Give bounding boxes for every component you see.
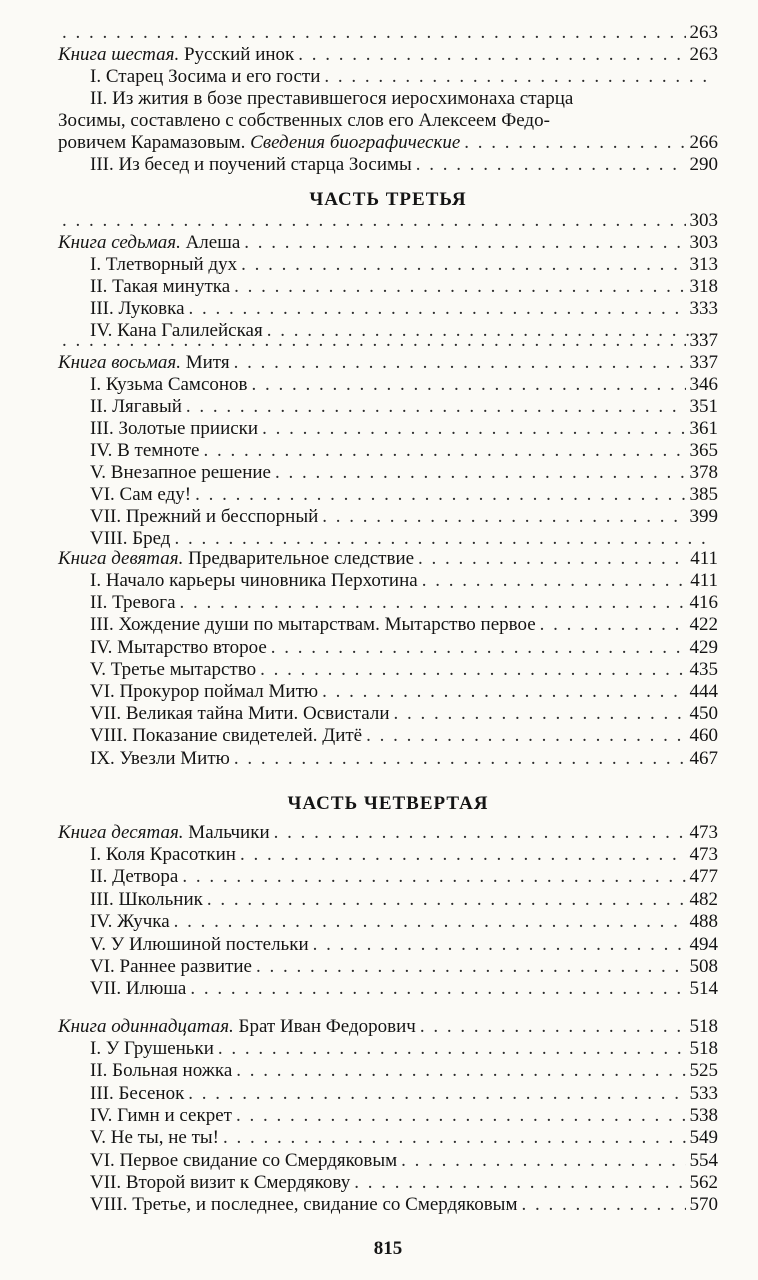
chapter-title-continued: Зосимы, составлено с собственных слов его Алексеем Федо- bbox=[58, 110, 550, 131]
toc-chapter bbox=[58, 1038, 718, 1060]
leader-dots bbox=[262, 418, 685, 440]
toc-chapter bbox=[58, 703, 718, 725]
page-number: 263 bbox=[689, 44, 718, 65]
page-number: 303 bbox=[689, 232, 718, 253]
page-number: 494 bbox=[689, 933, 718, 955]
leader-dots bbox=[240, 844, 686, 866]
toc-chapter-line bbox=[58, 110, 718, 132]
chapter-title: III. Школьник bbox=[90, 888, 203, 910]
chapter-title: V. Не ты, не ты! bbox=[90, 1127, 219, 1149]
page-number: 549 bbox=[689, 1127, 718, 1149]
toc-chapter bbox=[58, 1060, 718, 1082]
leader-dots bbox=[313, 934, 686, 956]
page-number: 429 bbox=[689, 636, 718, 658]
page-number: 467 bbox=[689, 747, 718, 769]
page-number: 365 bbox=[689, 440, 718, 461]
page-number: 266 bbox=[689, 132, 718, 153]
chapter-title: VI. Сам еду! bbox=[90, 484, 192, 505]
leader-dots bbox=[195, 484, 685, 506]
page-number: 351 bbox=[689, 396, 718, 417]
toc-book-11 bbox=[58, 1016, 718, 1038]
leader-dots bbox=[186, 396, 686, 418]
leader-dots bbox=[464, 132, 685, 154]
page-number: 435 bbox=[689, 658, 718, 680]
leader-dots bbox=[521, 1194, 685, 1216]
chapter-title: V. Внезапное решение bbox=[90, 462, 271, 483]
chapter-title: III. Бесенок bbox=[90, 1082, 185, 1104]
leader-dots bbox=[180, 592, 686, 614]
leader-dots bbox=[420, 1016, 686, 1038]
book-title: Книга одиннадцатая. bbox=[58, 1016, 234, 1037]
page-number: 290 bbox=[689, 154, 718, 175]
chapter-title: VI. Первое свидание со Смердяковым bbox=[90, 1149, 398, 1171]
page-number: 361 bbox=[689, 418, 718, 439]
toc-chapter bbox=[58, 614, 718, 636]
chapter-title: IV. В темноте bbox=[90, 440, 200, 461]
page-number: 422 bbox=[689, 614, 718, 636]
toc-book-7 bbox=[58, 232, 718, 254]
chapter-title: VII. Великая тайна Мити. Освистали bbox=[90, 703, 390, 725]
page-number: 518 bbox=[689, 1016, 718, 1037]
toc-chapter bbox=[58, 462, 718, 484]
toc-chapter bbox=[58, 1172, 718, 1194]
page-number: 337 bbox=[689, 330, 718, 351]
toc-chapter bbox=[58, 1105, 718, 1127]
chapter-title: II. Лягавый bbox=[90, 396, 182, 417]
leader-dots bbox=[274, 822, 686, 844]
chapter-title: IV. Гимн и секрет bbox=[90, 1104, 232, 1126]
toc-chapter bbox=[58, 1127, 718, 1149]
leader-dots bbox=[182, 866, 685, 888]
leader-dots bbox=[540, 614, 686, 636]
leader-dots bbox=[234, 748, 686, 770]
leader-dots bbox=[62, 330, 686, 352]
page-number: 538 bbox=[689, 1104, 718, 1126]
page-number: 533 bbox=[689, 1082, 718, 1104]
page-number: 518 bbox=[689, 1038, 718, 1059]
leader-dots bbox=[324, 66, 714, 88]
page-number: 444 bbox=[689, 681, 718, 702]
toc-chapter-line bbox=[58, 132, 718, 154]
page-number: 378 bbox=[689, 462, 718, 483]
leader-dots bbox=[223, 1127, 686, 1149]
chapter-title: I. Старец Зосима и его гости bbox=[90, 66, 321, 87]
toc-chapter bbox=[58, 911, 718, 933]
chapter-title: II. Тревога bbox=[90, 592, 176, 614]
page-number: 450 bbox=[689, 703, 718, 725]
toc-chapter bbox=[58, 889, 718, 911]
toc-chapter bbox=[58, 659, 718, 681]
toc-chapter bbox=[58, 934, 718, 956]
page-number: 508 bbox=[689, 956, 718, 977]
part-heading: ЧАСТЬ ЧЕТВЕРТАЯ bbox=[287, 793, 489, 814]
chapter-title: VIII. Третье, и последнее, свидание со Смердяковым bbox=[90, 1194, 518, 1216]
toc-chapter bbox=[58, 978, 718, 1000]
leader-dots bbox=[322, 681, 685, 703]
toc-chapter bbox=[58, 506, 718, 528]
leader-dots bbox=[275, 462, 686, 484]
chapter-title: VI. Раннее развитие bbox=[90, 956, 252, 977]
book-title: Книга девятая. bbox=[58, 548, 184, 569]
book-name: Алеша bbox=[180, 232, 241, 253]
toc-chapter bbox=[58, 254, 718, 276]
toc-chapter bbox=[58, 681, 718, 703]
leader-dots bbox=[236, 1060, 685, 1082]
chapter-title: III. Хождение души по мытарствам. Мытарство первое bbox=[90, 614, 536, 636]
page-number: 562 bbox=[689, 1171, 718, 1193]
toc-chapter bbox=[58, 418, 718, 440]
chapter-title: IX. Увезли Митю bbox=[90, 747, 230, 769]
toc-chapter bbox=[58, 1194, 718, 1216]
leader-dots bbox=[234, 352, 686, 374]
chapter-title: VII. Второй визит к Смердякову bbox=[90, 1171, 351, 1193]
chapter-title: VII. Илюша bbox=[90, 978, 187, 1000]
leader-dots bbox=[416, 154, 686, 176]
book-title: Книга шестая. bbox=[58, 44, 180, 65]
toc-chapter bbox=[58, 725, 718, 747]
toc-entry-continuation bbox=[58, 210, 718, 232]
book-name: Брат Иван Федорович bbox=[233, 1016, 416, 1037]
toc-chapter bbox=[58, 298, 718, 320]
chapter-title: III. Луковка bbox=[90, 298, 185, 319]
leader-dots bbox=[241, 254, 685, 276]
page-number: 554 bbox=[689, 1149, 718, 1171]
leader-dots bbox=[354, 1172, 685, 1194]
chapter-title: IV. Мытарство второе bbox=[90, 636, 267, 658]
page-number: 460 bbox=[689, 725, 718, 747]
chapter-title: I. Начало карьеры чиновника Перхотина bbox=[90, 570, 418, 591]
leader-dots bbox=[62, 210, 686, 232]
toc-chapter bbox=[58, 844, 718, 866]
chapter-title: V. У Илюшиной постельки bbox=[90, 933, 309, 955]
toc-chapter bbox=[58, 440, 718, 462]
toc-chapter bbox=[58, 66, 718, 88]
leader-dots bbox=[62, 22, 686, 44]
chapter-title: VI. Прокурор поймал Митю bbox=[90, 681, 319, 702]
page-number: 346 bbox=[689, 374, 718, 395]
page-number: 514 bbox=[689, 978, 718, 1000]
leader-dots bbox=[256, 956, 686, 978]
chapter-title: II. Детвора bbox=[90, 866, 179, 888]
toc-chapter bbox=[58, 637, 718, 659]
toc-chapter bbox=[58, 276, 718, 298]
page-number: 488 bbox=[689, 911, 718, 933]
chapter-title: II. Такая минутка bbox=[90, 276, 231, 297]
leader-dots bbox=[401, 1150, 685, 1172]
toc-chapter bbox=[58, 1083, 718, 1105]
toc-chapter bbox=[58, 866, 718, 888]
book-title: Книга восьмая. bbox=[58, 352, 181, 373]
toc-book-6 bbox=[58, 44, 718, 66]
page-number: 477 bbox=[689, 866, 718, 888]
chapter-title: I. Тлетворный дух bbox=[90, 254, 238, 275]
leader-dots bbox=[189, 298, 686, 320]
toc-book-9 bbox=[58, 548, 718, 570]
page-number: 303 bbox=[689, 210, 718, 231]
chapter-title: IV. Жучка bbox=[90, 911, 170, 933]
page-number: 318 bbox=[689, 276, 718, 297]
leader-dots bbox=[394, 703, 686, 725]
page-number: 473 bbox=[689, 844, 718, 865]
page-number: 337 bbox=[689, 352, 718, 373]
toc-chapter bbox=[58, 528, 718, 550]
chapter-title: VIII. Бред bbox=[90, 528, 171, 549]
book-name: Митя bbox=[181, 352, 230, 373]
chapter-title: V. Третье мытарство bbox=[90, 658, 257, 680]
toc-chapter bbox=[58, 396, 718, 418]
page-number: 399 bbox=[689, 506, 718, 527]
leader-dots bbox=[252, 374, 686, 396]
toc-chapter-line bbox=[58, 88, 718, 110]
toc-chapter bbox=[58, 154, 718, 176]
chapter-title: III. Золотые прииски bbox=[90, 418, 259, 439]
page-number: 482 bbox=[689, 888, 718, 910]
leader-dots bbox=[418, 548, 686, 570]
book-name: Мальчики bbox=[183, 822, 270, 843]
page-number: 313 bbox=[689, 254, 718, 275]
chapter-title-continued: ровичем Карамазовым. bbox=[58, 132, 251, 153]
page-number: 411 bbox=[690, 548, 718, 569]
leader-dots bbox=[218, 1038, 686, 1060]
toc-chapter bbox=[58, 592, 718, 614]
leader-dots bbox=[260, 659, 685, 681]
page-number: 411 bbox=[690, 570, 718, 591]
chapter-title: VII. Прежний и бесспорный bbox=[90, 506, 319, 527]
leader-dots bbox=[244, 232, 685, 254]
page-number: 263 bbox=[689, 22, 718, 43]
chapter-title: III. Из бесед и поучений старца Зосимы bbox=[90, 154, 412, 175]
page-number: 525 bbox=[689, 1060, 718, 1082]
toc-chapter bbox=[58, 1150, 718, 1172]
book-title: Книга седьмая. bbox=[58, 232, 181, 253]
chapter-title: I. У Грушеньки bbox=[90, 1038, 214, 1059]
leader-dots bbox=[322, 506, 685, 528]
page-number: 570 bbox=[689, 1194, 718, 1216]
page-number: 473 bbox=[689, 822, 718, 843]
toc-book-8 bbox=[58, 352, 718, 374]
toc-chapter bbox=[58, 748, 718, 770]
toc-chapter bbox=[58, 374, 718, 396]
toc-chapter bbox=[58, 570, 718, 592]
chapter-title: II. Из жития в бозе преставившегося иеросхимонаха старца bbox=[90, 88, 574, 109]
part-heading: ЧАСТЬ ТРЕТЬЯ bbox=[309, 189, 467, 210]
leader-dots bbox=[174, 911, 686, 933]
chapter-subtitle: Сведения биографические bbox=[250, 132, 461, 153]
leader-dots bbox=[234, 276, 685, 298]
leader-dots bbox=[203, 440, 685, 462]
leader-dots bbox=[271, 637, 686, 659]
book-name: Предварительное следствие bbox=[183, 548, 415, 569]
toc-chapter bbox=[58, 484, 718, 506]
chapter-title: IV. Кана Галилейская bbox=[90, 320, 263, 341]
toc-book-10 bbox=[58, 822, 718, 844]
page-number: 416 bbox=[689, 592, 718, 614]
chapter-title: I. Коля Красоткин bbox=[90, 844, 236, 865]
leader-dots bbox=[298, 44, 685, 66]
leader-dots bbox=[422, 570, 687, 592]
chapter-title: VIII. Показание свидетелей. Дитё bbox=[90, 725, 363, 747]
leader-dots bbox=[174, 528, 714, 550]
toc-chapter bbox=[58, 956, 718, 978]
toc-entry-continuation bbox=[58, 330, 718, 352]
leader-dots bbox=[366, 725, 685, 747]
page-number: 385 bbox=[689, 484, 718, 505]
leader-dots bbox=[188, 1083, 685, 1105]
leader-dots bbox=[236, 1105, 686, 1127]
chapter-title: I. Кузьма Самсонов bbox=[90, 374, 248, 395]
leader-dots bbox=[190, 978, 685, 1000]
page-number-footer: 815 bbox=[373, 1238, 403, 1259]
chapter-title: II. Больная ножка bbox=[90, 1060, 233, 1082]
leader-dots bbox=[207, 889, 686, 911]
toc-entry-continuation bbox=[58, 22, 718, 44]
page-number: 333 bbox=[689, 298, 718, 319]
book-name: Русский инок bbox=[179, 44, 295, 65]
book-title: Книга десятая. bbox=[58, 822, 184, 843]
